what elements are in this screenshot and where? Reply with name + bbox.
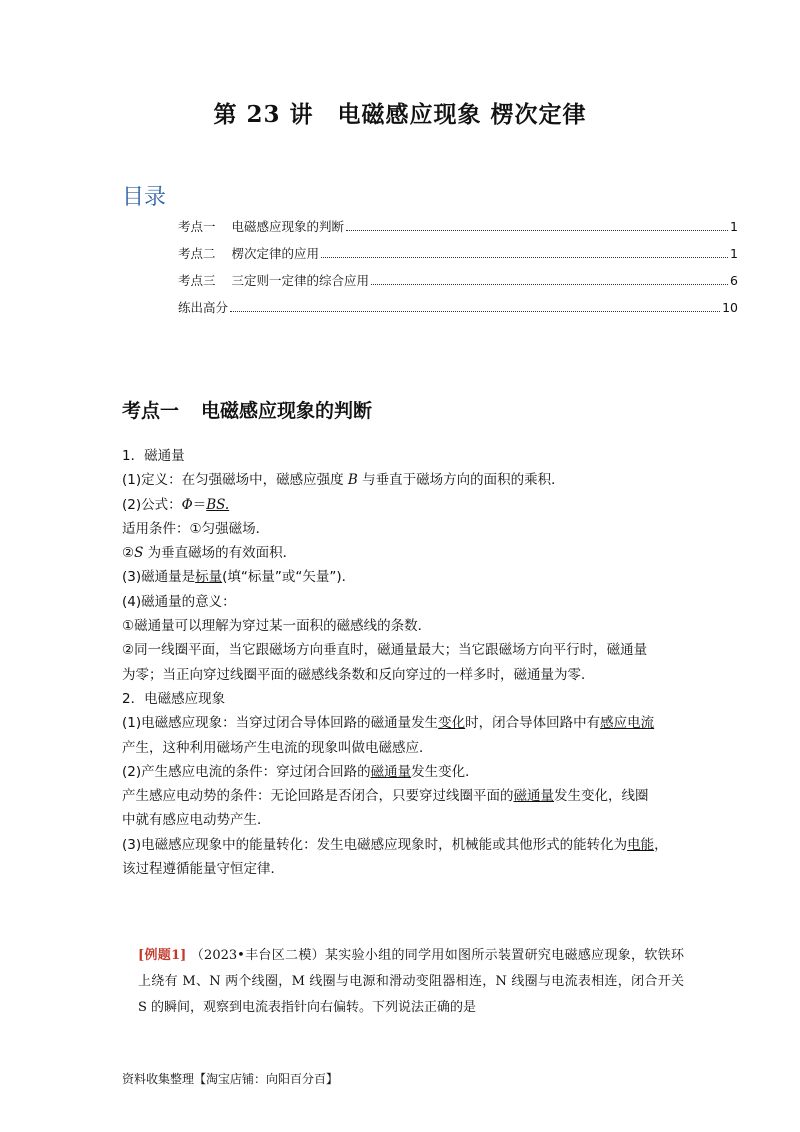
example-text: （2023•丰台区二模）某实验小组的同学用如图所示装置研究电磁感应现象，软铁环上绕有 M、N 两个线圈，M 线圈与电源和滑动变阻器相连，N 线圈与电流表相连，闭合开关 S 的瞬间，观察到电流表指针向右偏转。下列说法正确的是 — [138, 948, 684, 1015]
definition: (1)定义：在匀强磁场中，磁感应强度 B 与垂直于磁场方向的面积的乘积． — [122, 472, 565, 489]
toc-leader — [230, 311, 720, 312]
subsection-heading: 2．电磁感应现象 — [122, 690, 226, 707]
formula: (2)公式：Φ＝BS. — [122, 496, 230, 513]
toc-leader — [371, 284, 728, 285]
section-heading: 考点一 电磁感应现象的判断 — [122, 400, 373, 422]
toc-leader — [321, 257, 728, 258]
em-phenomenon-cont: 产生，这种利用磁场产生电流的现象叫做电磁感应． — [122, 739, 433, 756]
meaning-1: ①磁通量可以理解为穿过某一面积的磁感线的条数． — [122, 618, 432, 635]
toc-item[interactable]: 考点三 三定则一定律的综合应用 6 — [178, 273, 738, 288]
footer: 资料收集整理【淘宝店铺：向阳百分百】 — [122, 1072, 339, 1086]
meaning-heading: (4)磁通量的意义： — [122, 593, 236, 610]
toc-item[interactable]: 考点一 电磁感应现象的判断 1 — [178, 219, 738, 234]
scalar-note: (3)磁通量是标量(填“标量”或“矢量”)． — [122, 569, 356, 586]
emf-condition-cont: 中就有感应电动势产生． — [122, 812, 271, 829]
subsection-heading: 1．磁通量 — [122, 448, 185, 464]
toc-item[interactable]: 练出高分 10 — [178, 300, 738, 315]
energy-conversion: (3)电磁感应现象中的能量转化：发生电磁感应现象时，机械能或其他形式的能转化为电能， — [122, 836, 668, 853]
toc-leader — [346, 230, 728, 231]
toc-heading: 目录 — [122, 185, 167, 210]
energy-conversion-cont: 该过程遵循能量守恒定律． — [122, 861, 284, 878]
meaning-2b: 为零；当正向穿过线圈平面的磁感线条数和反向穿过的一样多时，磁通量为零． — [122, 666, 595, 683]
condition: 适用条件：①匀强磁场． — [122, 520, 270, 537]
current-condition: (2)产生感应电流的条件：穿过闭合回路的磁通量发生变化． — [122, 763, 479, 780]
emf-condition: 产生感应电动势的条件：无论回路是否闭合，只要穿过线圈平面的磁通量发生变化，线圈 — [122, 788, 649, 805]
page-title: 第 23 讲 电磁感应现象 楞次定律 — [213, 101, 587, 128]
example-tag: [例题1] — [138, 948, 187, 963]
table-of-contents — [178, 217, 738, 325]
content-body — [122, 444, 692, 881]
condition-2: ②S 为垂直磁场的有效面积． — [122, 545, 297, 562]
meaning-2a: ②同一线圈平面，当它跟磁场方向垂直时，磁通量最大；当它跟磁场方向平行时，磁通量 — [122, 642, 648, 659]
toc-item[interactable]: 考点二 楞次定律的应用 1 — [178, 246, 738, 261]
example-problem — [138, 943, 684, 1021]
em-phenomenon: (1)电磁感应现象：当穿过闭合导体回路的磁通量发生变化时，闭合导体回路中有感应电流 — [122, 715, 655, 732]
